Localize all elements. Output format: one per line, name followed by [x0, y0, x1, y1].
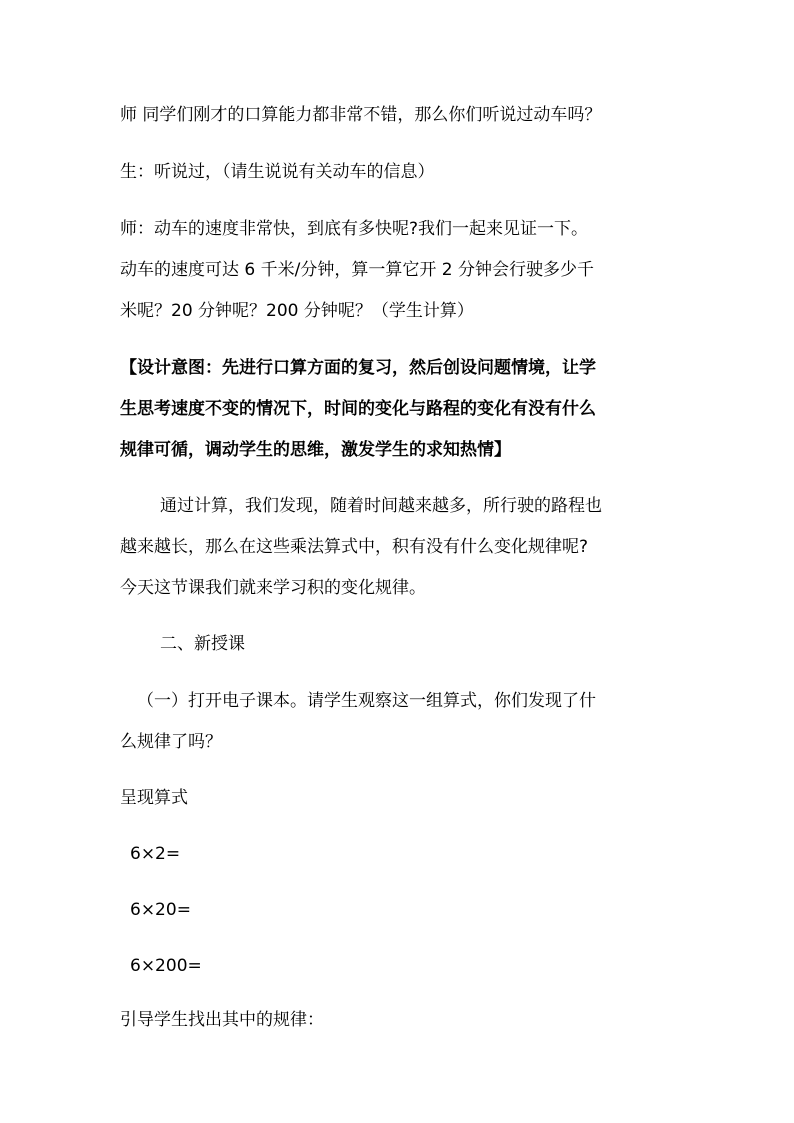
- paragraph-calculation-line3: 今天这节课我们就来学习积的变化规律。: [120, 578, 426, 598]
- paragraph-calculation-line1: 通过计算，我们发现，随着时间越来越多，所行驶的路程也: [160, 496, 602, 516]
- paragraph-teacher-speed-line3: 米呢？20 分钟呢？200 分钟呢？（学生计算）: [120, 301, 474, 321]
- paragraph-observe-line1: （一）打开电子课本。请学生观察这一组算式，你们发现了什: [137, 691, 596, 711]
- paragraph-teacher-speed-line2: 动车的速度可达 6 千米/分钟，算一算它开 2 分钟会行驶多少千: [120, 260, 594, 280]
- formula-2: 6×20=: [130, 900, 191, 920]
- formula-3: 6×200=: [130, 956, 202, 976]
- design-intent-line3: 规律可循，调动学生的思维，激发学生的求知热情】: [120, 440, 511, 460]
- design-intent-line2: 生思考速度不变的情况下，时间的变化与路程的变化有没有什么: [120, 399, 596, 419]
- paragraph-student-reply: 生：听说过，（请生说说有关动车的信息）: [120, 162, 435, 182]
- section-heading-new-lesson: 二、新授课: [160, 634, 245, 654]
- formula-1: 6×2=: [130, 844, 181, 864]
- paragraph-teacher-intro: 师 同学们刚才的口算能力都非常不错，那么你们听说过动车吗？: [120, 105, 602, 125]
- paragraph-present-formulas: 呈现算式: [120, 788, 188, 808]
- paragraph-calculation-line2: 越来越长，那么在这些乘法算式中，积有没有什么变化规律呢?: [120, 537, 589, 557]
- paragraph-guide-students: 引导学生找出其中的规律：: [120, 1010, 324, 1030]
- paragraph-observe-line2: 么规律了吗？: [120, 732, 222, 752]
- paragraph-teacher-speed: 师：动车的速度非常快，到底有多快呢?我们一起来见证一下。: [120, 219, 589, 239]
- design-intent-line1: 【设计意图：先进行口算方面的复习，然后创设问题情境，让学: [120, 358, 596, 378]
